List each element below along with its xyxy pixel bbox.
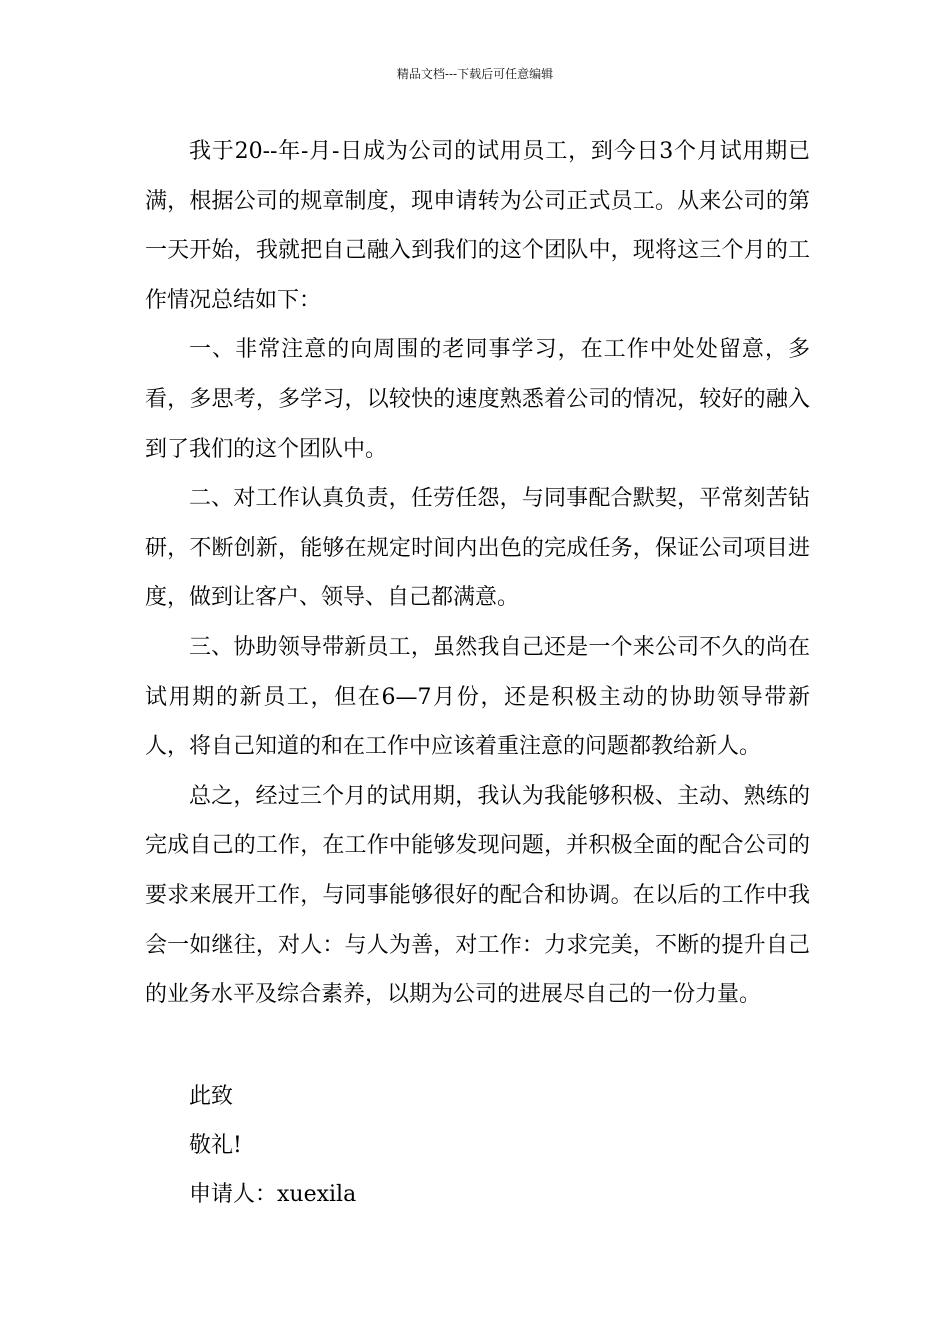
paragraph-point-three: 三、协助领导带新员工，虽然我自己还是一个来公司不久的尚在试用期的新员工，但在6—7月份，还是积极主动的协助领导带新人，将自己知道的和在工作中应该着重注意的问题都教给新人。 bbox=[145, 634, 810, 760]
paragraph-intro: 我于20--年-月-日成为公司的试用员工，到今日3个月试用期已满，根据公司的规章制度，现申请转为公司正式员工。从来公司的第一天开始，我就把自己融入到我们的这个团队中，现将这三个月的工作情况总结如下： bbox=[145, 139, 810, 313]
page-header-note: 精品文档---下载后可任意编辑 bbox=[396, 67, 554, 81]
paragraph-point-one: 一、非常注意的向周围的老同事学习，在工作中处处留意，多看，多思考，多学习，以较快的速度熟悉着公司的情况，较好的融入到了我们的这个团队中。 bbox=[145, 337, 810, 462]
applicant-signature-line: 申请人：xuexila bbox=[189, 1182, 357, 1207]
closing-regards: 敬礼! bbox=[189, 1133, 242, 1158]
paragraph-summary: 总之，经过三个月的试用期，我认为我能够积极、主动、熟练的完成自己的工作，在工作中能够发现问题，并积极全面的配合公司的要求来展开工作，与同事能够很好的配合和协调。在以后的工作中我会一如继往，对人：与人为善，对工作：力求完美，不断的提升自己的业务水平及综合素养，以期为公司的进展尽自己的一份力量。 bbox=[145, 783, 810, 1008]
letter-closing bbox=[189, 1072, 789, 1219]
letter-body bbox=[145, 127, 810, 1020]
closing-salutation: 此致 bbox=[189, 1084, 234, 1109]
paragraph-point-two: 二、对工作认真负责，任劳任怨，与同事配合默契，平常刻苦钻研，不断创新，能够在规定时间内出色的完成任务，保证公司项目进度，做到让客户、领导、自己都满意。 bbox=[145, 486, 810, 611]
